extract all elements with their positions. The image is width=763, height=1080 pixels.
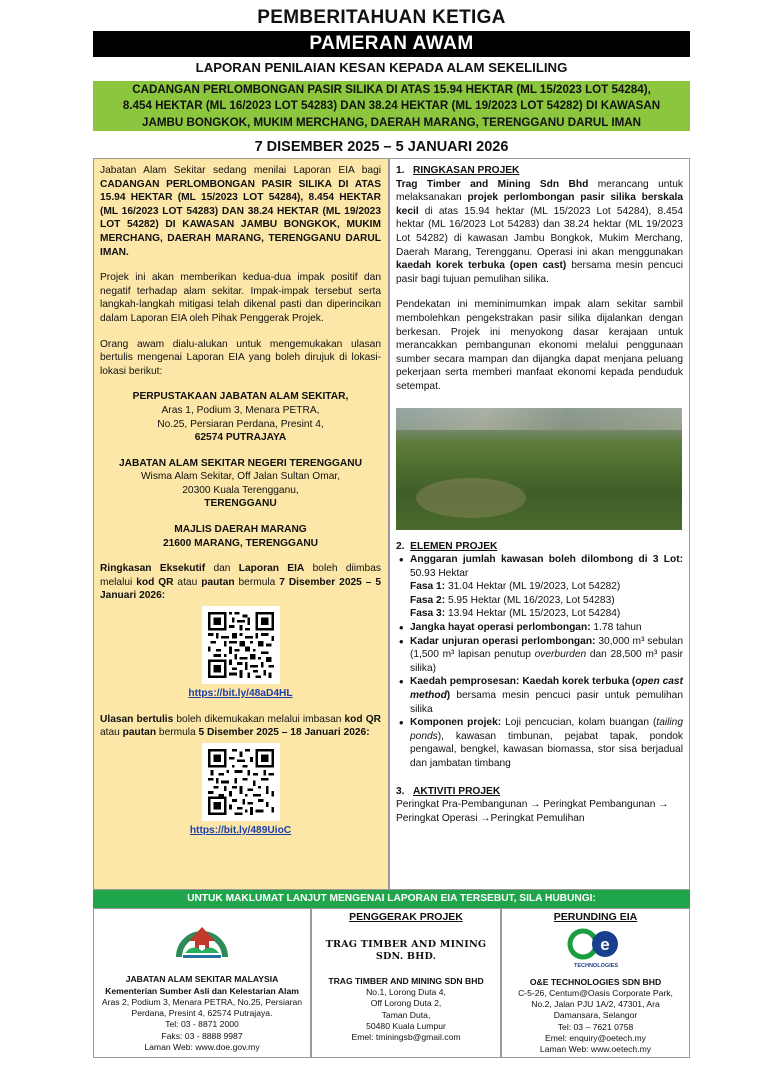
written-comment-paragraph — [100, 713, 381, 740]
intro-project-name: CADANGAN PERLOMBONGAN PASIR SILIKA DI ATAS 15.94 HEKTAR (ML 15/2023 LOT 54284), 8.454 HEKTAR (ML 16/2023 LOT 54283) DAN 38.24 HEKTAR (ML 19/2023 LOT 54282) DI KAWASAN JAMBU BONGKOK, MUKIM MERCHANG, DAERAH MARANG, TERENGGANU DARUL IMAN. — [100, 178, 381, 258]
list-item — [410, 553, 683, 621]
proponent-address-line: Off Lorong Duta 2, — [370, 998, 442, 1009]
emph: projek perlombongan pasir silika berskala kecil — [396, 192, 683, 217]
emph: Kadar unjuran operasi perlombongan: — [410, 635, 596, 647]
text: bermula — [156, 727, 199, 739]
consultant-heading: PERUNDING EIA — [553, 911, 638, 923]
text: 1.78 tahun — [590, 622, 642, 634]
text: bermula — [234, 576, 280, 588]
proponent-logo: TRAG TIMBER AND MINING SDN. BHD. — [325, 939, 487, 962]
location-marang-council — [100, 523, 381, 550]
proponent-name: TRAG TIMBER AND MINING SDN BHD — [328, 975, 484, 986]
report-subtitle: LAPORAN PENILAIAN KESAN KEPADA ALAM SEKELILING — [195, 60, 568, 75]
svg-text:e: e — [599, 935, 610, 955]
text: 31.04 Hektar (ML 19/2023, Lot 54282) — [445, 581, 621, 593]
emph: kod QR — [136, 576, 174, 588]
comment-link[interactable]: https://bit.ly/489UioC — [189, 824, 292, 836]
emph: Ulasan bertulis — [100, 713, 174, 725]
exhibition-banner: PAMERAN AWAM — [93, 31, 690, 57]
text: atau — [173, 576, 202, 588]
project-summary-paragraph — [396, 178, 683, 287]
contact-banner: UNTUK MAKLUMAT LANJUT MENGENAI LAPORAN EIA TERSEBUT, SILA HUBUNGI: — [93, 890, 690, 908]
project-activities-text: Peringkat Pra-Pembangunan → Peringkat Pembangunan → Peringkat Operasi →Peringkat Pemulihan — [396, 799, 669, 824]
intro-paragraph — [100, 164, 381, 259]
text: merancang untuk melaksanakan — [396, 178, 683, 204]
location-address-line: Aras 1, Podium 3, Menara PETRA, — [161, 404, 320, 416]
phase-3 — [410, 607, 683, 621]
emph: 7 Disember 2025 – 5 Januari 2026: — [100, 576, 381, 602]
text: atau — [100, 727, 123, 739]
emph: Fasa 2: — [410, 594, 446, 606]
consultant-email: Emel: enquiry@oetech.my — [545, 1033, 646, 1044]
text: 5.95 Hektar (ML 16/2023, Lot 54283) — [445, 594, 615, 606]
list-item — [410, 635, 683, 676]
proponent-address-line: 50480 Kuala Lumpur — [366, 1021, 446, 1032]
proponent-heading: PENGGERAK PROJEK — [349, 911, 463, 923]
emph: kaedah korek terbuka (open cast) — [396, 260, 567, 272]
report-qr-code[interactable] — [202, 606, 280, 684]
comment-qr-code[interactable] — [202, 743, 280, 821]
left-column — [93, 158, 389, 890]
list-item — [410, 675, 683, 716]
emph: Komponen projek: — [410, 717, 502, 729]
proponent-email: Emel: tminingsb@gmail.com — [351, 1032, 461, 1043]
approach-paragraph: Pendekatan ini meminimumkan impak alam sekitar sambil membolehkan pengekstrakan pasir silika dijalankan dengan berkesan. Projek ini menyokong dasar kerajaan untuk merancakkan pembangunan ekonomi melalui penggunaan sumber secara mampan dan dijangka dapat menjana peluang pekerjaan serta memberi manfaat ekonomi kepada penduduk setempat. — [396, 299, 683, 392]
list-item — [410, 621, 683, 635]
exhibition-dates: 7 DISEMBER 2025 – 5 JANUARI 2026 — [254, 139, 509, 155]
consultant-website: Laman Web: www.oetech.my — [539, 1044, 652, 1055]
text: di atas 15.94 hektar (ML 15/2023 Lot 54284), 8.454 hektar (ML 16/2023 Lot 54283) dan 38.24 hektar (ML 19/2023 Lot 54282) di kawasan Jambu Bongkok, Mukim Merchang, Daerah Marang, Terengganu. Operasi ini akan menggunakan — [396, 205, 683, 258]
right-column — [389, 158, 690, 890]
site-aerial-photo — [396, 408, 682, 530]
emph: ) — [446, 690, 451, 702]
emph-italic: open cast method — [410, 676, 683, 702]
location-address-line: 20300 Kuala Terengganu, — [182, 484, 299, 496]
section-title: ELEMEN PROJEK — [410, 540, 498, 552]
location-city: 21600 MARANG, TERENGGANU — [162, 537, 319, 549]
text: bersama mesin pencuci pasir bagi tujuan pemulihan silika. — [396, 260, 683, 285]
phase-1 — [410, 580, 683, 594]
emph: Trag Timber and Mining Sdn Bhd — [396, 178, 589, 190]
section-number: 3. — [396, 785, 405, 797]
impact-paragraph: Projek ini akan memberikan kedua-dua impak positif dan negatif terhadap alam sekitar. Impak-impak tersebut serta langkah-langkah mitigasi telah dikenal pasti dan diperincikan dalam Laporan EIA oleh Pihak Penggerak Projek. — [100, 272, 381, 324]
emph: kod QR — [344, 713, 381, 725]
section-number: 2. — [396, 540, 405, 552]
emph: Kaedah pemprosesan: Kaedah korek terbuka ( — [410, 676, 636, 688]
doe-phone: Tel: 03 - 8871 2000 — [165, 1019, 239, 1030]
location-name: JABATAN ALAM SEKITAR NEGERI TERENGGANU — [119, 457, 362, 469]
emph: pautan — [122, 727, 157, 739]
project-title-line-2: 8.454 HEKTAR (ML 16/2023 LOT 54283) DAN 38.24 HEKTAR (ML 19/2023 LOT 54282) DI KAWASAN — [122, 99, 661, 113]
text: 30,000 m³ sebulan (1,500 m³ lapisan penutup — [410, 635, 683, 661]
invitation-paragraph: Orang awam dialu-alukan untuk mengemukakan ulasan bertulis mengenai Laporan EIA yang boleh dirujuk di lokasi-lokasi berikut: — [100, 338, 381, 377]
emph: Ringkasan Eksekutif — [100, 563, 206, 575]
consultant-contact — [501, 908, 690, 1058]
section-title: AKTIVITI PROJEK — [413, 785, 501, 797]
intro-text: Jabatan Alam Sekitar sedang menilai Laporan EIA bagi — [100, 165, 381, 176]
consultant-address-line: No.2, Jalan PJU 1A/2, 47301, Ara — [531, 999, 660, 1010]
location-doe-terengganu — [100, 457, 381, 511]
project-title-line-3: JAMBU BONGKOK, MUKIM MERCHANG, DAERAH MARANG, TERENGGANU DARUL IMAN — [142, 115, 641, 129]
emph: Fasa 3: — [410, 608, 446, 620]
project-title-line-1: CADANGAN PERLOMBONGAN PASIR SILIKA DI ATAS 15.94 HEKTAR (ML 15/2023 LOT 54284), — [132, 83, 651, 96]
text: dan — [205, 563, 239, 575]
doe-address-line: Aras 2, Podium 3, Menara PETRA, No.25, Persiaran — [101, 996, 303, 1007]
proponent-contact — [311, 908, 501, 1058]
project-elements-list — [396, 553, 683, 771]
qr-code-icon — [208, 612, 274, 678]
location-address-line: Wisma Alam Sekitar, Off Jalan Sultan Omar, — [140, 471, 341, 483]
consultant-address-line: C-5-26, Centum@Oasis Corporate Park, — [518, 987, 673, 998]
text: Loji pencucian, kolam buangan ( — [501, 717, 657, 729]
qr-code-icon — [208, 749, 274, 815]
emph: Jangka hayat operasi perlombongan: — [410, 622, 591, 634]
project-title-box — [93, 81, 690, 131]
text: 13.94 Hektar (ML 15/2023, Lot 54284) — [445, 608, 621, 620]
doe-website: Laman Web: www.doe.gov.my — [144, 1042, 260, 1053]
list-item — [410, 716, 683, 770]
section-number: 1. — [396, 165, 405, 176]
emph: Laporan EIA — [238, 563, 305, 575]
doe-contact — [93, 908, 311, 1058]
text: dan 28,500 m³ pasir silika) — [410, 649, 683, 674]
proponent-address-line: No.1, Lorong Duta 4, — [366, 987, 446, 998]
report-access-paragraph — [100, 562, 381, 603]
text: ), kawasan timbunan, pejabat tapak, pondok pengawal, bengkel, kawasan biomassa, stor sisa berjadual dan jambatan timbang — [410, 730, 683, 769]
consultant-address-line: Damansara, Selangor — [553, 1010, 638, 1021]
location-city: 62574 PUTRAJAYA — [194, 432, 287, 444]
doe-name: JABATAN ALAM SEKITAR MALAYSIA — [125, 974, 279, 985]
location-city: TERENGGANU — [204, 498, 277, 510]
text: boleh diimbas melalui — [100, 563, 381, 588]
text: boleh dikemukakan melalui imbasan — [173, 713, 345, 725]
section-project-elements-heading — [396, 540, 683, 554]
location-name: MAJLIS DAERAH MARANG — [174, 524, 307, 536]
doe-ministry: Kementerian Sumber Asli dan Kelestarian Alam — [105, 985, 299, 996]
emph: Anggaran jumlah kawasan boleh dilombong di 3 Lot: — [410, 554, 683, 566]
text: bersama mesin pencuci pasir untuk pemulihan silika — [410, 690, 683, 715]
section-title: RINGKASAN PROJEK — [413, 165, 520, 176]
section-project-summary-heading — [396, 164, 683, 178]
text: 50.93 Hektar — [410, 567, 469, 579]
emph: pautan — [201, 576, 235, 588]
oe-logo-icon — [561, 927, 631, 969]
location-doe-library — [100, 390, 381, 444]
consultant-name: O&E TECHNOLOGIES SDN BHD — [529, 976, 662, 987]
section-project-activities-heading — [396, 785, 683, 799]
proponent-address-line: Taman Duta, — [381, 1009, 431, 1020]
report-link[interactable]: https://bit.ly/48aD4HL — [188, 688, 293, 700]
doe-logo-icon — [171, 917, 233, 967]
notice-title: PEMBERITAHUAN KETIGA — [257, 7, 506, 28]
emph-italic: tailing ponds — [410, 717, 683, 742]
doe-address-line: Perdana, Presint 4, 62574 Putrajaya. — [131, 1008, 273, 1019]
location-address-line: No.25, Persiaran Perdana, Presint 4, — [157, 418, 324, 430]
emph: 5 Disember 2025 – 18 Januari 2026: — [198, 727, 370, 739]
emph: Fasa 1: — [410, 581, 446, 593]
emph-italic: overburden — [534, 649, 587, 661]
oe-logo-subtitle: TECHNOLOGIES — [573, 963, 618, 970]
phase-2 — [410, 594, 683, 608]
doe-fax: Faks: 03 - 8888 9987 — [161, 1030, 243, 1041]
location-name: PERPUSTAKAAN JABATAN ALAM SEKITAR, — [132, 391, 349, 403]
consultant-phone: Tel: 03 – 7621 0758 — [557, 1021, 634, 1032]
